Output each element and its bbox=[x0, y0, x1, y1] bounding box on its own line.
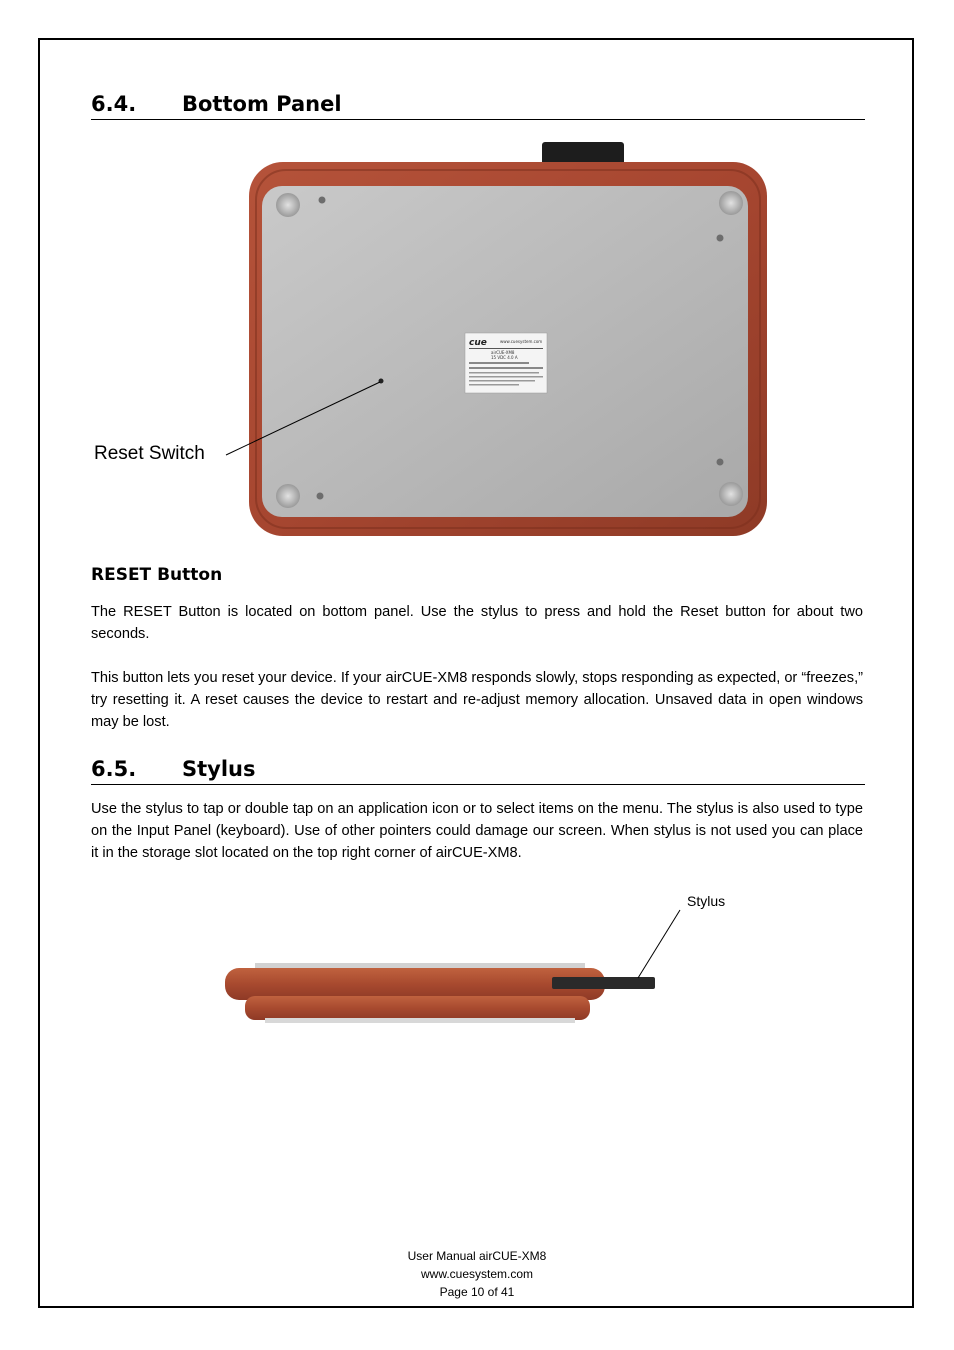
stylus-paragraph: Use the stylus to tap or double tap on an application icon or to select items on the menu. The stylus is also used to type on the Input Panel (keyboard). Use of other pointers could damage our screen. When stylus is not used you can place it in the storage slot located on the top right corner of airCUE-XM8. bbox=[91, 801, 863, 861]
svg-text:airCUE-XM8: airCUE-XM8 bbox=[491, 350, 515, 355]
screw bbox=[717, 235, 724, 242]
wood-base bbox=[245, 996, 590, 1020]
footer-website: www.cuesystem.com bbox=[420, 1267, 534, 1281]
section-heading-stylus bbox=[91, 757, 865, 785]
svg-text:cue: cue bbox=[469, 338, 487, 348]
product-label bbox=[465, 333, 547, 393]
reset-paragraph-1: The RESET Button is located on bottom panel. Use the stylus to press and hold the Reset button for about two seconds. bbox=[91, 604, 863, 642]
reset-switch-callout: Reset Switch bbox=[94, 443, 205, 464]
page-footer bbox=[0, 1247, 954, 1301]
section-number: 6.5. bbox=[91, 757, 137, 781]
stylus-callout-line bbox=[638, 910, 680, 978]
rubber-foot bbox=[719, 191, 743, 215]
rubber-foot bbox=[719, 482, 743, 506]
section-number: 6.4. bbox=[91, 92, 137, 116]
svg-text:www.cuesystem.com: www.cuesystem.com bbox=[500, 339, 543, 344]
bottom-panel-photo bbox=[0, 0, 954, 560]
section-title: Stylus bbox=[182, 757, 256, 781]
svg-text:15 VDC 4.0 A: 15 VDC 4.0 A bbox=[491, 355, 518, 360]
reset-button-heading: RESET Button bbox=[91, 565, 223, 585]
rubber-foot bbox=[276, 193, 300, 217]
reset-paragraph-2: This button lets you reset your device. If your airCUE-XM8 responds slowly, stops responding as expected, or “freezes,” try resetting it. A reset causes the device to restart and re-adjust memory allocation. Unsaved data in open windows may be lost. bbox=[91, 670, 863, 730]
stylus bbox=[552, 977, 655, 989]
stylus-callout: Stylus bbox=[687, 893, 726, 909]
metal-edge-bottom bbox=[265, 1018, 575, 1023]
screw bbox=[717, 459, 724, 466]
screw bbox=[319, 197, 326, 204]
section-title: Bottom Panel bbox=[182, 92, 342, 116]
side-view-photo bbox=[0, 880, 954, 1060]
screw bbox=[317, 493, 324, 500]
footer-page-number: Page 10 of 41 bbox=[439, 1285, 515, 1299]
wood-body bbox=[225, 968, 605, 1000]
rubber-foot bbox=[276, 484, 300, 508]
footer-title: User Manual airCUE-XM8 bbox=[407, 1249, 547, 1263]
